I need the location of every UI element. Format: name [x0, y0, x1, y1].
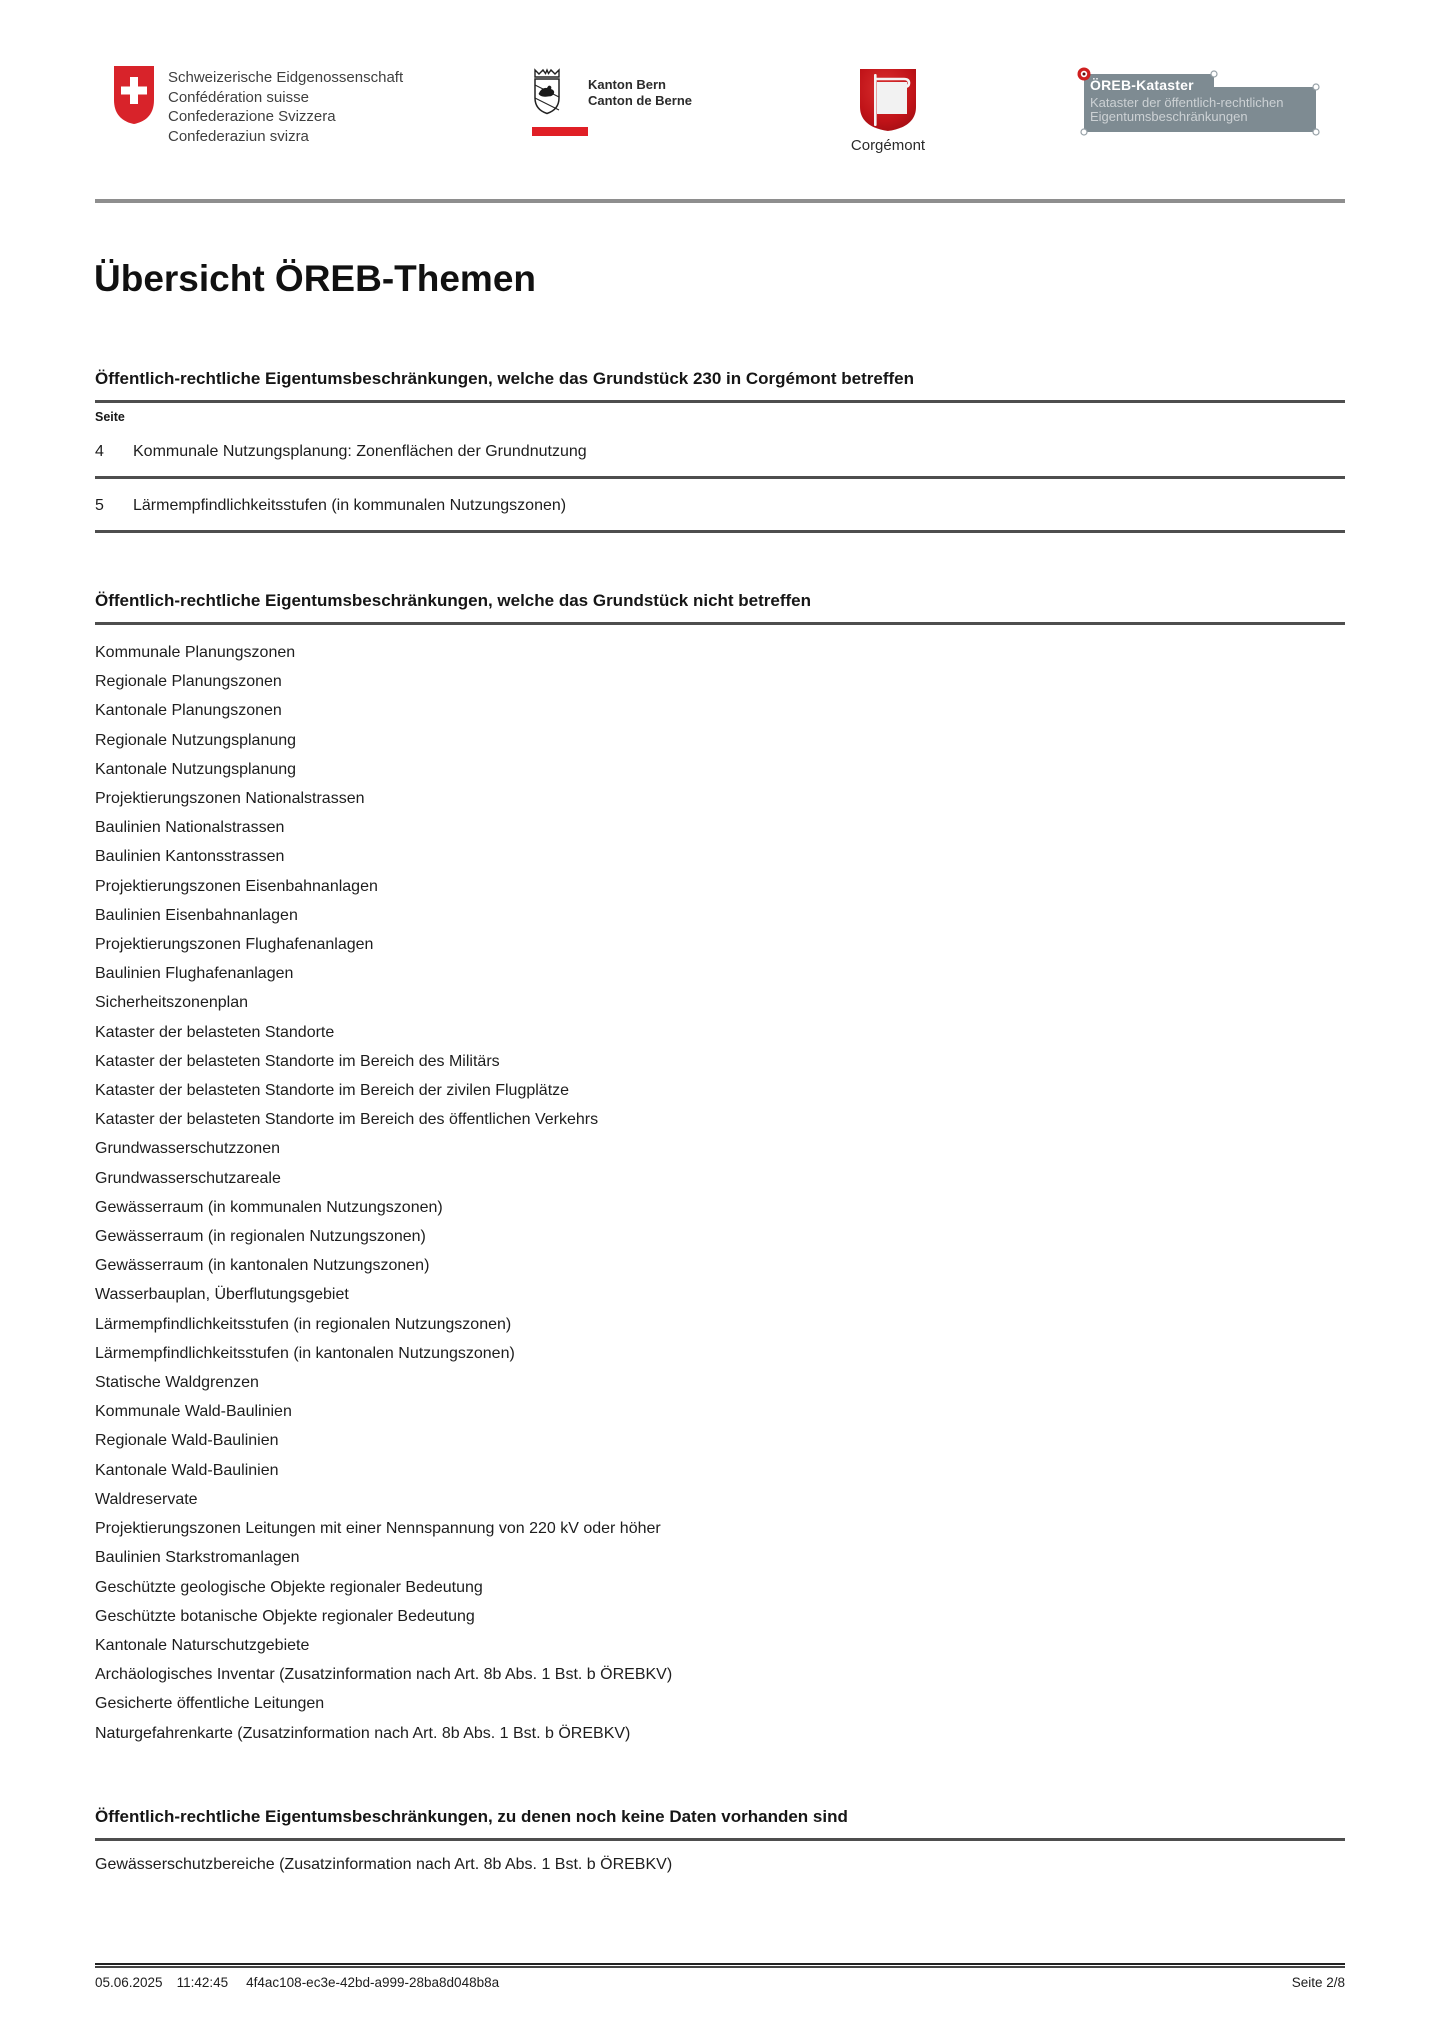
toc-item-label: Lärmempfindlichkeitsstufen (in kommunalen Nutzungszonen): [133, 497, 567, 514]
restriction-item: Projektierungszonen Leitungen mit einer Nennspannung von 220 kV oder höher: [95, 1520, 661, 1538]
toc-rows: [95, 425, 1345, 533]
restriction-item: Projektierungszonen Nationalstrassen: [95, 790, 365, 808]
footer-document-id: 4f4ac108-ec3e-42bd-a999-28ba8d048b8a: [246, 1975, 500, 1990]
restriction-item: Baulinien Flughafenanlagen: [95, 965, 294, 983]
canton-bern-logo: [532, 68, 692, 138]
bern-red-bar: [532, 127, 588, 136]
footer-time: 11:42:45: [176, 1975, 229, 1990]
restriction-item: Wasserbauplan, Überflutungsgebiet: [95, 1286, 349, 1304]
restriction-item: Sicherheitszonenplan: [95, 994, 248, 1012]
restriction-item: Gesicherte öffentliche Leitungen: [95, 1695, 325, 1713]
footer-date: 05.06.2025: [95, 1975, 163, 1990]
restriction-item: Waldreservate: [95, 1490, 198, 1508]
survey-point-marker-icon: [1078, 68, 1091, 81]
restriction-item: Kommunale Planungszonen: [95, 644, 296, 661]
restriction-item: Kataster der belasteten Standorte: [95, 1023, 335, 1041]
toc-page-number: 4: [95, 443, 104, 460]
confederation-name-it: Confederazione Svizzera: [168, 108, 336, 125]
restriction-item: Baulinien Starkstromanlagen: [95, 1549, 300, 1567]
corgemont-crest-icon: [858, 67, 918, 133]
canton-name-fr: Canton de Berne: [588, 93, 693, 108]
restriction-item: Baulinien Kantonsstrassen: [95, 848, 285, 866]
toc-column-header: Seite: [95, 410, 125, 424]
section-not-concerning-heading: Öffentlich-rechtliche Eigentumsbeschränkungen, welche das Grundstück nicht betreffen: [95, 591, 812, 610]
not-concerning-list: [95, 638, 1345, 1748]
confederation-name-rm: Confederaziun svizra: [168, 127, 309, 145]
restriction-item: Naturgefahrenkarte (Zusatzinformation nach Art. 8b Abs. 1 Bst. b ÖREBKV): [95, 1724, 631, 1742]
restriction-item: Archäologisches Inventar (Zusatzinformation nach Art. 8b Abs. 1 Bst. b ÖREBKV): [95, 1666, 673, 1684]
restriction-item: Baulinien Nationalstrassen: [95, 819, 285, 837]
restriction-item: Geschützte geologische Objekte regionaler Bedeutung: [95, 1578, 483, 1596]
restriction-item: Gewässerraum (in regionalen Nutzungszonen): [95, 1228, 426, 1246]
header-divider: [95, 199, 1345, 203]
section-concerning-heading: Öffentlich-rechtliche Eigentumsbeschränkungen, welche das Grundstück 230 in Corgémont betreffen: [95, 369, 914, 388]
restriction-item: Geschützte botanische Objekte regionaler Bedeutung: [95, 1607, 475, 1625]
section-divider: [95, 622, 1345, 625]
confederation-name-de: Schweizerische Eidgenossenschaft: [168, 69, 404, 86]
restriction-item: Regionale Planungszonen: [95, 673, 282, 691]
section-no-data: [95, 1806, 1345, 1877]
restriction-item: Gewässerraum (in kommunalen Nutzungszonen): [95, 1198, 443, 1216]
oereb-kataster-logo: [1076, 66, 1322, 138]
swiss-cross-shield-icon: [112, 64, 156, 126]
canton-name-de: Kanton Bern: [588, 77, 666, 92]
oereb-logo-subtitle-line2: Eigentumsbeschränkungen: [1090, 109, 1248, 124]
swiss-confederation-logo: [112, 64, 403, 146]
restriction-item: Kantonale Wald-Baulinien: [95, 1461, 279, 1479]
footer-page-number: Seite 2/8: [1291, 1975, 1345, 1990]
page-title: Übersicht ÖREB-Themen: [94, 258, 537, 299]
restriction-item: Lärmempfindlichkeitsstufen (in kantonalen Nutzungszonen): [95, 1344, 515, 1362]
restriction-item: Regionale Nutzungsplanung: [95, 731, 297, 749]
restriction-item: Kataster der belasteten Standorte im Bereich des Militärs: [95, 1052, 500, 1070]
section-not-concerning: [95, 590, 1345, 1748]
restriction-item: Kantonale Naturschutzgebiete: [95, 1636, 310, 1654]
toc-row: [95, 479, 1345, 533]
restriction-item: Lärmempfindlichkeitsstufen (in regionalen Nutzungszonen): [95, 1315, 512, 1333]
oereb-logo-title: ÖREB-Kataster: [1090, 77, 1194, 93]
no-data-item: Gewässerschutzbereiche (Zusatzinformation nach Art. 8b Abs. 1 Bst. b ÖREBKV): [95, 1856, 673, 1873]
restriction-item: Kataster der belasteten Standorte im Bereich des öffentlichen Verkehrs: [95, 1111, 599, 1129]
canton-wordmark: [588, 77, 692, 109]
restriction-item: Kommunale Wald-Baulinien: [95, 1403, 292, 1421]
footer-row: [95, 1968, 1345, 1991]
restriction-item: Grundwasserschutzareale: [95, 1169, 281, 1187]
confederation-name-fr: Confédération suisse: [168, 88, 309, 106]
restriction-item: Statische Waldgrenzen: [95, 1374, 259, 1392]
no-data-list: [95, 1853, 1345, 1877]
page-footer: [95, 1963, 1345, 1991]
section-concerning: [95, 368, 1345, 533]
oereb-logo-subtitle-line1: Kataster der öffentlich-rechtlichen: [1090, 95, 1284, 110]
restriction-item: Kantonale Planungszonen: [95, 702, 282, 720]
restriction-item: Kantonale Nutzungsplanung: [95, 760, 297, 778]
toc-row: [95, 425, 1345, 479]
restriction-item: Grundwasserschutzzonen: [95, 1140, 280, 1158]
toc-page-number: 5: [95, 497, 104, 514]
toc-item-label: Kommunale Nutzungsplanung: Zonenflächen der Grundnutzung: [133, 443, 587, 460]
section-no-data-heading: Öffentlich-rechtliche Eigentumsbeschränkungen, zu denen noch keine Daten vorhanden sind: [95, 1807, 848, 1826]
confederation-wordmark: [168, 64, 403, 146]
restriction-item: Projektierungszonen Flughafenanlagen: [95, 936, 374, 954]
restriction-item: Projektierungszonen Eisenbahnanlagen: [95, 877, 378, 895]
municipality-name: Corgémont: [850, 137, 926, 154]
restriction-item: Kataster der belasteten Standorte im Bereich der zivilen Flugplätze: [95, 1082, 570, 1100]
section-divider: [95, 1838, 1345, 1841]
bern-crest-icon: [532, 68, 562, 115]
restriction-item: Baulinien Eisenbahnanlagen: [95, 906, 298, 924]
restriction-item: Gewässerraum (in kantonalen Nutzungszonen): [95, 1257, 430, 1275]
restriction-item: Regionale Wald-Baulinien: [95, 1432, 279, 1450]
